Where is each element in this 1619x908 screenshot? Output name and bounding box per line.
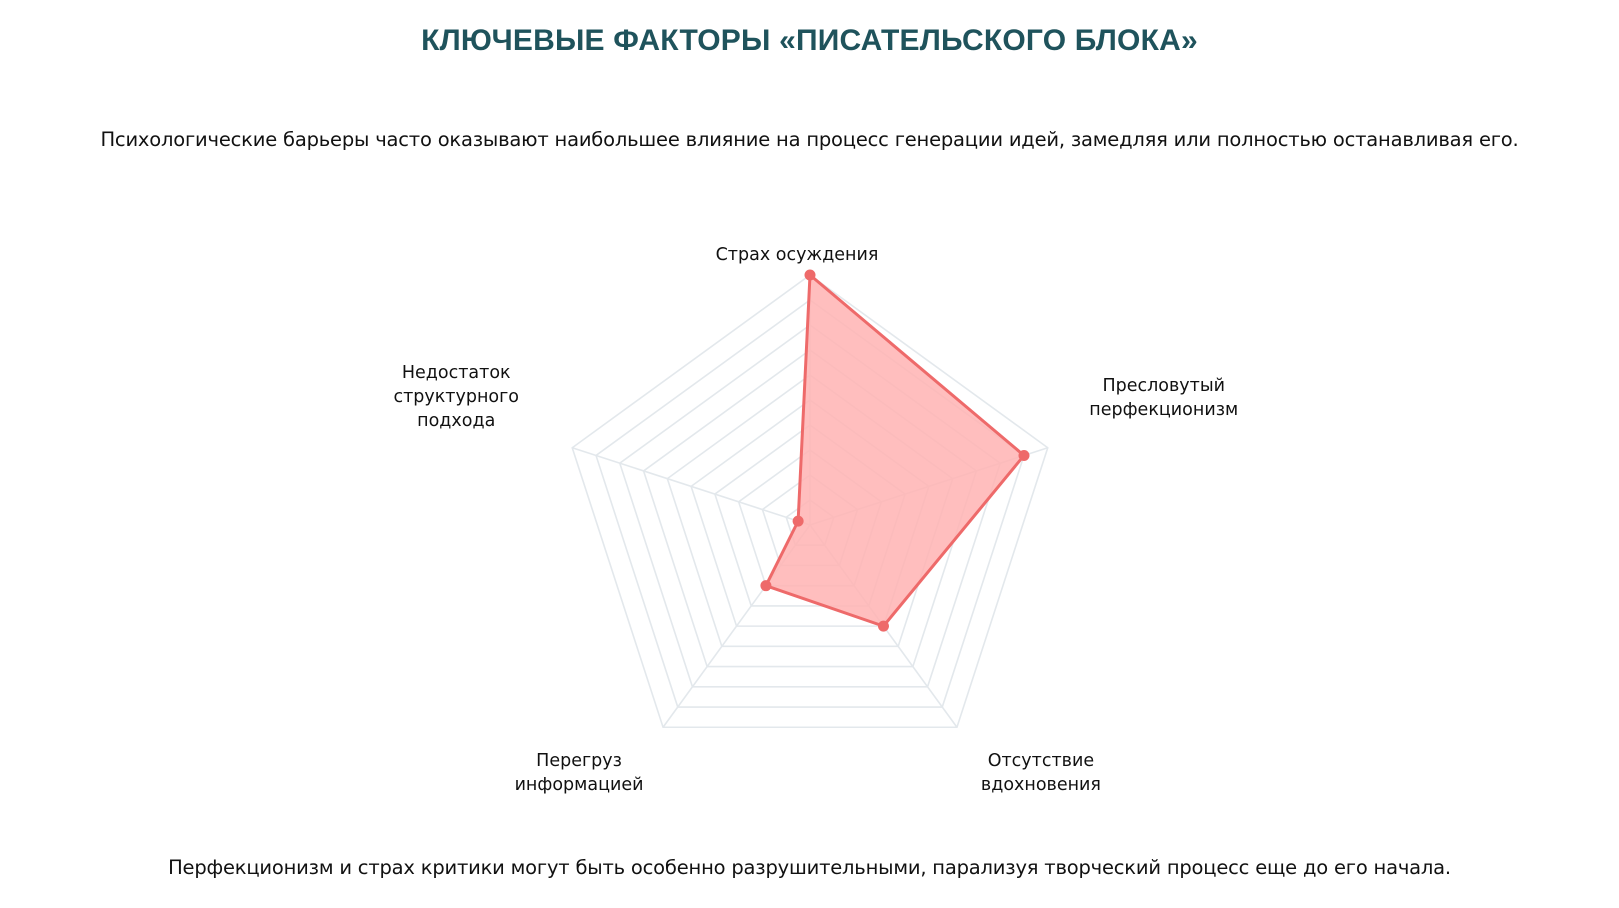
axis-label-fear-of-judgment: Страх осуждения (715, 245, 879, 265)
chart-title: КЛЮЧЕВЫЕ ФАКТОРЫ «ПИСАТЕЛЬСКОГО БЛОКА» (421, 24, 1198, 57)
grid-spoke (572, 448, 810, 525)
chart-subtitle: Психологические барьеры часто оказывают наибольшее влияние на процесс генерации идей, замедляя или полностью останавливая его. (100, 128, 1519, 151)
axis-label-lack-of-inspiration: Отсутствие вдохновения (980, 751, 1101, 796)
series-point (760, 580, 771, 591)
series-point (1018, 450, 1029, 461)
axis-label-perfectionism: Пресловутый перфекционизм (1089, 375, 1239, 420)
series-point (878, 621, 889, 632)
series-point (793, 516, 804, 527)
axis-label-lack-of-structure: Недостаток структурного подхода (393, 362, 520, 431)
series-point (805, 270, 816, 281)
axis-label-information-overload: Перегруз информацией (514, 751, 644, 796)
footer-note: Перфекционизм и страх критики могут быть особенно разрушительными, парализуя творческий процесс еще до его начала. (168, 856, 1451, 879)
